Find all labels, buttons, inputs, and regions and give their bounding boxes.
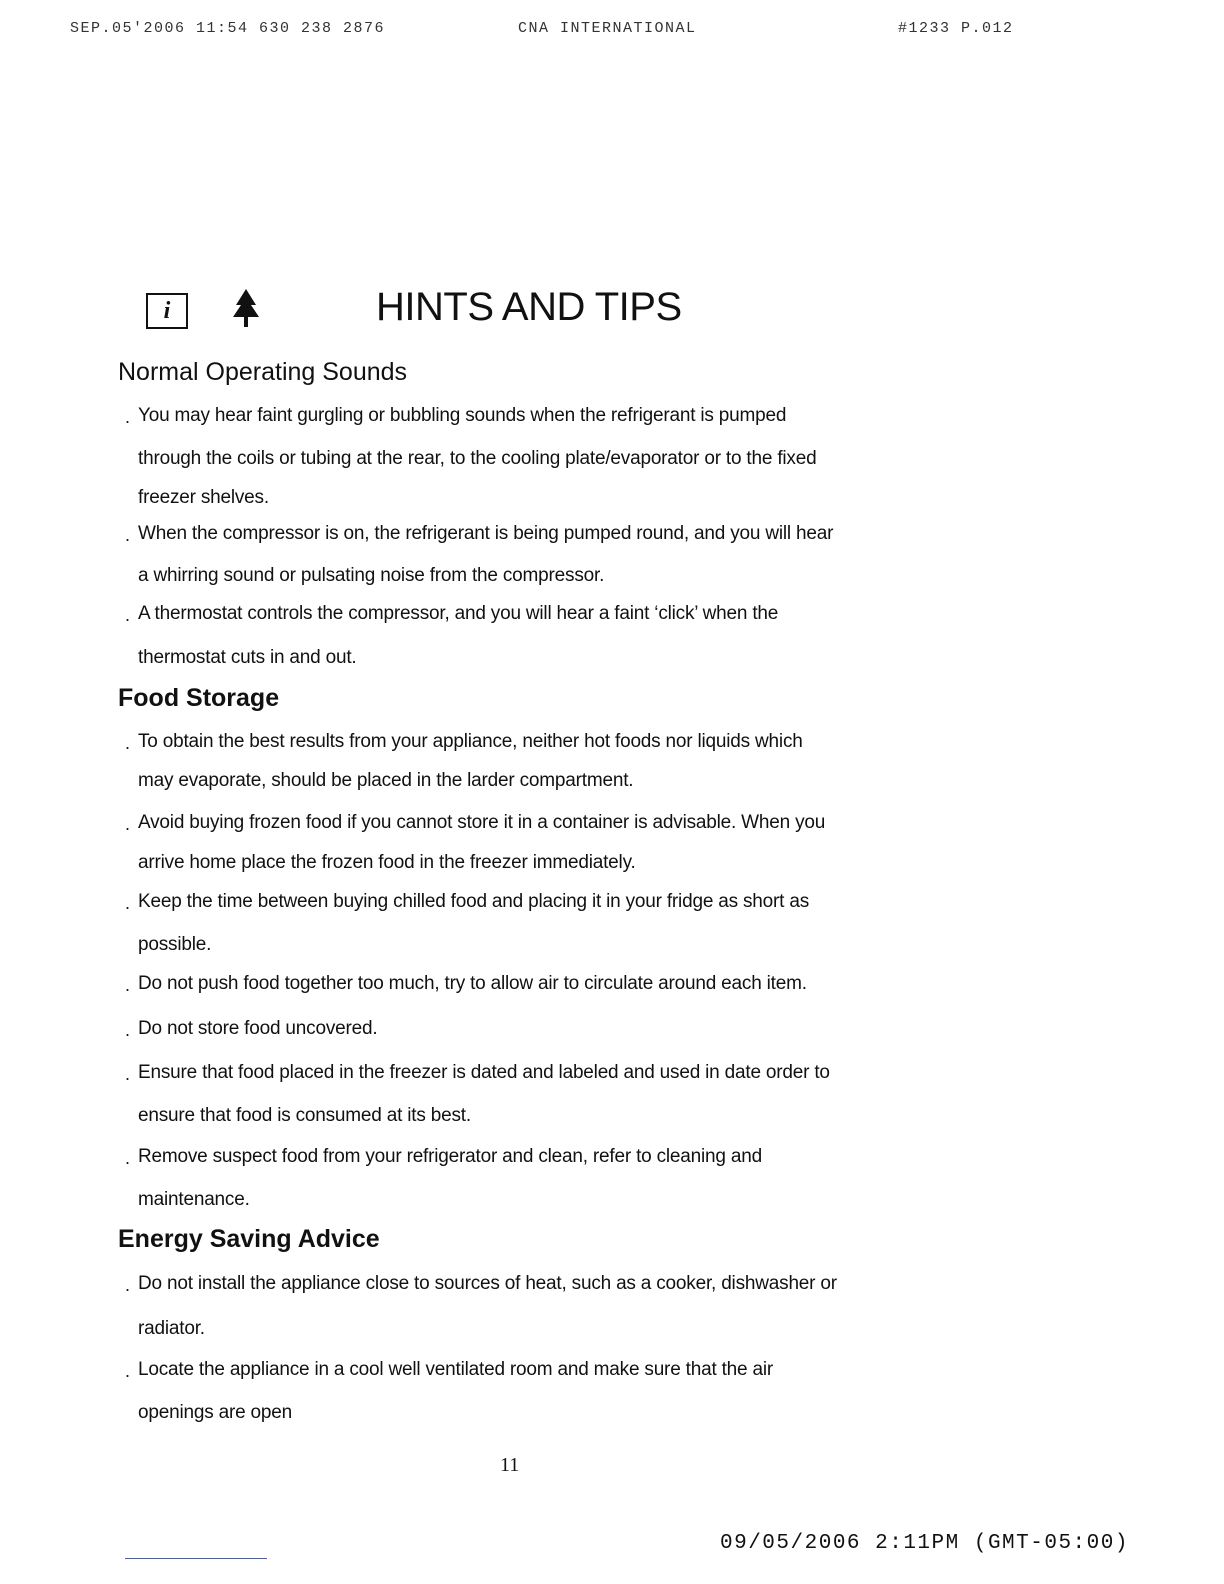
page-title: HINTS AND TIPS bbox=[376, 285, 682, 329]
text-line: Ensure that food placed in the freezer is dated and labeled and used in date order to bbox=[138, 1062, 830, 1083]
text-line: A thermostat controls the compressor, and you will hear a faint ‘click’ when the bbox=[138, 603, 779, 624]
title-row bbox=[146, 285, 1046, 345]
fax-footer-timestamp: 09/05/2006 2:11PM (GMT-05:00) bbox=[720, 1532, 1129, 1555]
text-line: may evaporate, should be placed in the larder compartment. bbox=[138, 770, 634, 791]
text-line: ensure that food is consumed at its best. bbox=[138, 1105, 471, 1126]
section-title-energy-saving-advice: Energy Saving Advice bbox=[118, 1225, 380, 1253]
text-line: Avoid buying frozen food if you cannot store it in a container is advisable. When you bbox=[138, 812, 826, 833]
fax-header-company: CNA INTERNATIONAL bbox=[518, 20, 697, 37]
info-icon: i bbox=[146, 293, 188, 329]
text-line: Remove suspect food from your refrigerator and clean, refer to cleaning and bbox=[138, 1146, 762, 1167]
divider bbox=[125, 1558, 267, 1559]
page-number: 11 bbox=[500, 1454, 520, 1476]
fax-header-page-ref: #1233 P.012 bbox=[898, 20, 1014, 37]
text-line: openings are open bbox=[138, 1402, 293, 1423]
text-line: a whirring sound or pulsating noise from the compressor. bbox=[138, 565, 605, 586]
fax-header-datetime: SEP.05'2006 11:54 630 238 2876 bbox=[70, 20, 386, 37]
text-line: freezer shelves. bbox=[138, 487, 269, 508]
section-title-food-storage: Food Storage bbox=[118, 684, 280, 712]
bullet: . bbox=[125, 1361, 131, 1381]
tree-icon bbox=[228, 287, 264, 331]
bullet: . bbox=[125, 893, 131, 913]
bullet: . bbox=[125, 605, 131, 625]
text-line: You may hear faint gurgling or bubbling sounds when the refrigerant is pumped bbox=[138, 405, 787, 426]
text-line: thermostat cuts in and out. bbox=[138, 647, 357, 668]
text-line: maintenance. bbox=[138, 1189, 250, 1210]
text-line: possible. bbox=[138, 934, 212, 955]
text-line: Do not install the appliance close to sources of heat, such as a cooker, dishwasher or bbox=[138, 1273, 837, 1294]
bullet: . bbox=[125, 1148, 131, 1168]
text-line: Keep the time between buying chilled food and placing it in your fridge as short as bbox=[138, 891, 809, 912]
text-line: Locate the appliance in a cool well ventilated room and make sure that the air bbox=[138, 1359, 774, 1380]
bullet: . bbox=[125, 1020, 131, 1040]
section-title-normal-operating-sounds: Normal Operating Sounds bbox=[118, 358, 408, 386]
text-line: Do not push food together too much, try to allow air to circulate around each item. bbox=[138, 973, 807, 994]
bullet: . bbox=[125, 525, 131, 545]
bullet: . bbox=[125, 407, 131, 427]
bullet: . bbox=[125, 1275, 131, 1295]
text-line: through the coils or tubing at the rear, to the cooling plate/evaporator or to the fixed bbox=[138, 448, 817, 469]
text-line: To obtain the best results from your appliance, neither hot foods nor liquids which bbox=[138, 731, 803, 752]
text-line: When the compressor is on, the refrigerant is being pumped round, and you will hear bbox=[138, 523, 834, 544]
text-line: Do not store food uncovered. bbox=[138, 1018, 378, 1039]
text-line: arrive home place the frozen food in the freezer immediately. bbox=[138, 852, 636, 873]
bullet: . bbox=[125, 733, 131, 753]
text-line: radiator. bbox=[138, 1318, 205, 1339]
bullet: . bbox=[125, 1064, 131, 1084]
bullet: . bbox=[125, 975, 131, 995]
bullet: . bbox=[125, 814, 131, 834]
